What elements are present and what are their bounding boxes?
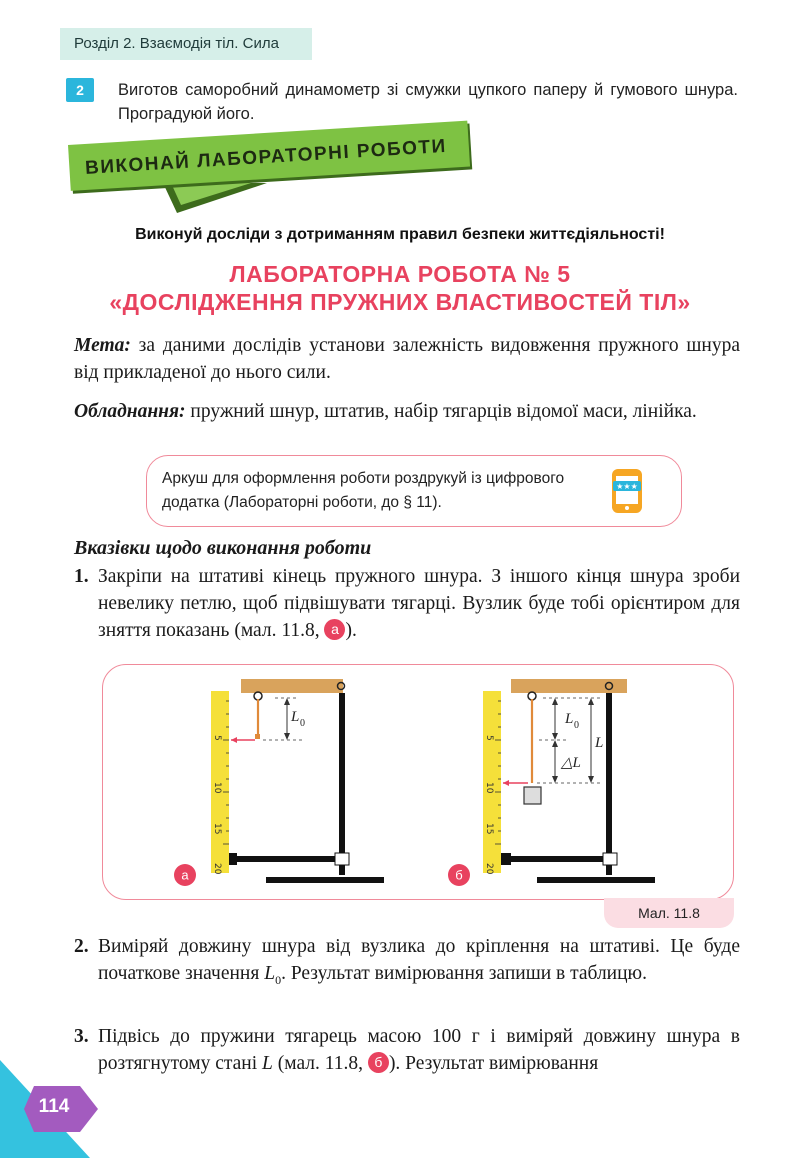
pointer-arrow-a bbox=[231, 737, 237, 743]
banner-tail-inner bbox=[171, 183, 251, 205]
label-L: L bbox=[595, 735, 604, 751]
figure-drawing bbox=[103, 665, 735, 901]
equipment-text: пружний шнур, штатив, набір тягарців відомої маси, лінійка. bbox=[185, 401, 697, 422]
stand-arm-b bbox=[503, 856, 613, 862]
tick-5-a: 5 bbox=[212, 735, 222, 741]
step-text: Виміряй довжину шнура від вузлика до кріплення на штативі. Це буде початкове значення $L_0$. Результат вимірювання запиши в таблицю. bbox=[98, 936, 740, 987]
tick-15-b: 15 bbox=[484, 823, 494, 835]
instructions-title: Вказівки щодо виконання роботи bbox=[74, 537, 372, 559]
step-number: 1. bbox=[74, 566, 89, 587]
step-number: 2. bbox=[74, 936, 89, 957]
step-text: Підвісь до пружини тягарець масою 100 г і виміряй довжину шнура в розтягнутому стані L (мал. 11.8, б ). Результат вимірювання bbox=[98, 1026, 740, 1074]
tick-10-a: 10 bbox=[212, 782, 222, 794]
task-text: Виготов саморобний динамометр зі смужки цупкого паперу й гумового шнура. Проградуюй його. bbox=[118, 81, 738, 123]
goal-label: Мета: bbox=[74, 335, 131, 356]
marker-b: б bbox=[368, 1052, 389, 1073]
stand-base-a bbox=[266, 877, 384, 883]
goal-text: за даними дослідів установи залежність видовження пружного шнура від прикладеної до нього сили. bbox=[74, 335, 740, 383]
marker-a: а bbox=[324, 619, 345, 640]
figure-11-8 bbox=[102, 664, 734, 900]
marker-b-label: б bbox=[455, 867, 463, 883]
step-text: Закріпи на штативі кінець пружного шнура. З іншого кінця шнура зроби невелику петлю, щоб підвішувати тягарці. Вузлик буде тобі орієнтиром для зняття показань (мал. 11.8, а ). bbox=[98, 566, 740, 641]
safety-note: Виконуй досліди з дотриманням правил безпеки життєдіяльності! bbox=[135, 226, 665, 243]
chapter-tag: Розділ 2. Взаємодія тіл. Сила bbox=[60, 28, 312, 60]
label-L0-b: L bbox=[565, 711, 574, 727]
goal-paragraph bbox=[74, 332, 740, 386]
label-L0-a: L bbox=[291, 709, 300, 725]
tick-20-b: 20 bbox=[484, 863, 494, 875]
task-number-badge: 2 bbox=[66, 78, 94, 102]
stand-arm-a bbox=[231, 856, 345, 862]
tick-20-a: 20 bbox=[212, 863, 222, 875]
panel-b bbox=[448, 679, 655, 886]
wood-beam-b bbox=[511, 679, 627, 693]
stand-base-b bbox=[537, 877, 655, 883]
lab-title-line1: ЛАБОРАТОРНА РОБОТА № 5 bbox=[229, 261, 571, 287]
figure-caption: Мал. 11.8 bbox=[604, 898, 734, 928]
stand-pole-b bbox=[606, 693, 612, 875]
svg-text:0: 0 bbox=[574, 720, 579, 731]
svg-text:0: 0 bbox=[300, 718, 305, 729]
page-number: 114 bbox=[38, 1096, 70, 1117]
print-note-text: Аркуш для оформлення роботи роздрукуй із цифрового додатка (Лабораторні роботи, до § 11). bbox=[162, 470, 565, 511]
equipment-paragraph bbox=[74, 398, 740, 425]
panel-a bbox=[174, 679, 384, 886]
banner-label: ВИКОНАЙ ЛАБОРАТОРНІ РОБОТИ bbox=[84, 135, 448, 179]
equipment-label: Обладнання: bbox=[74, 401, 186, 422]
tick-5-b: 5 bbox=[484, 735, 494, 741]
label-delta-L: △L bbox=[561, 755, 581, 771]
svg-text:★★★: ★★★ bbox=[616, 482, 638, 491]
step-1 bbox=[74, 563, 740, 644]
stand-pole-a bbox=[339, 693, 345, 875]
phone-icon bbox=[610, 468, 644, 514]
marker-a-label: а bbox=[181, 867, 189, 883]
step-3 bbox=[74, 1023, 740, 1077]
step-number: 3. bbox=[74, 1026, 89, 1047]
pointer-arrow-b bbox=[503, 780, 509, 786]
lab-title-line2: «ДОСЛІДЖЕННЯ ПРУЖНИХ ВЛАСТИВОСТЕЙ ТІЛ» bbox=[109, 289, 691, 315]
tick-10-b: 10 bbox=[484, 782, 494, 794]
weight-b bbox=[524, 787, 541, 804]
step-2 bbox=[74, 933, 740, 994]
wood-beam-a bbox=[241, 679, 343, 693]
lab-title bbox=[0, 260, 800, 316]
tick-15-a: 15 bbox=[212, 823, 222, 835]
